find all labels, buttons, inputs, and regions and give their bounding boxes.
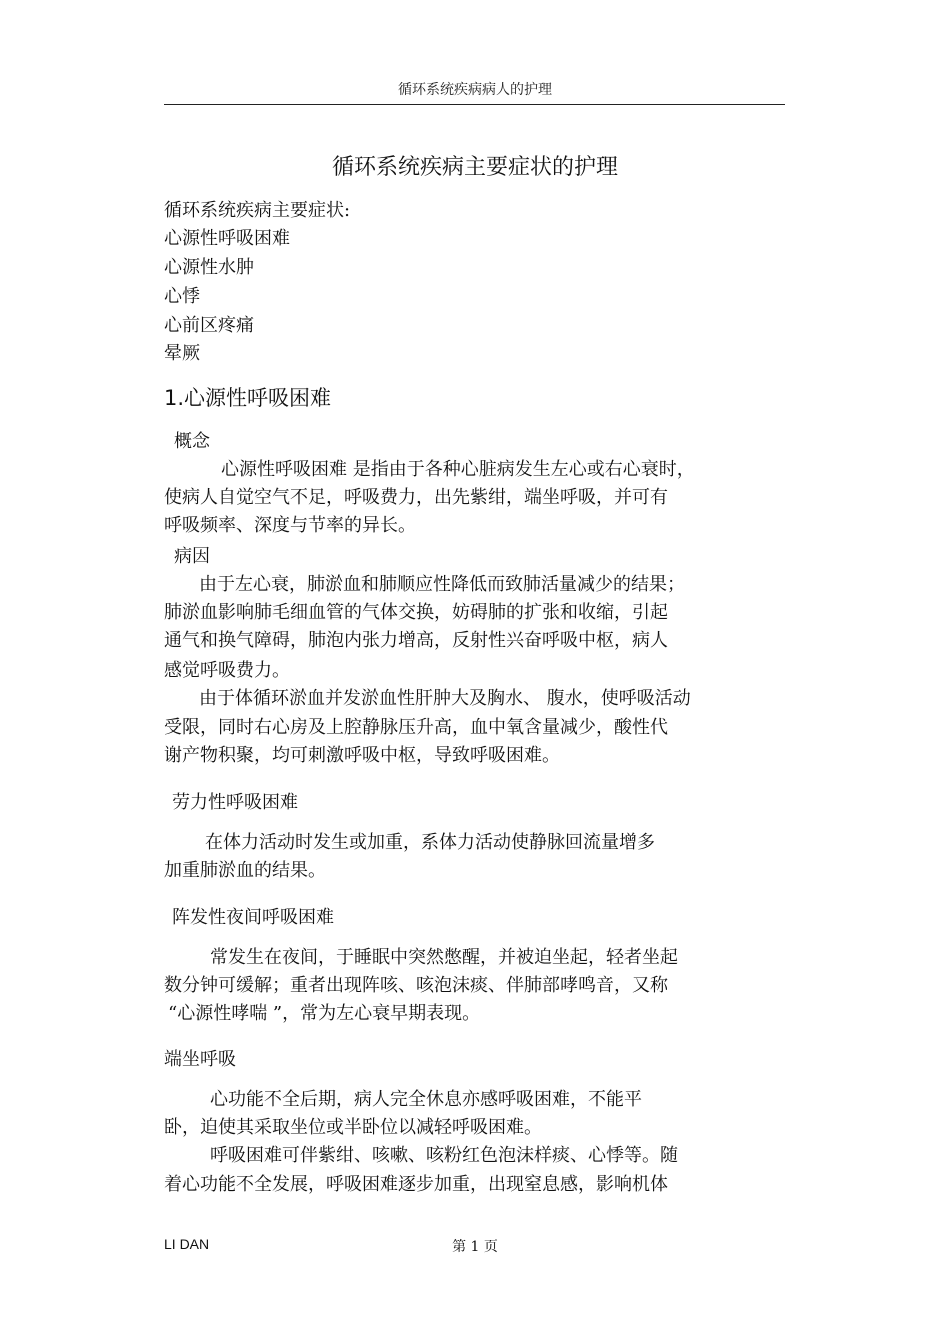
paroxysmal-line: 常发生在夜间，于睡眠中突然憋醒，并被迫坐起，轻者坐起 [210,947,678,968]
cause-line: 感觉呼吸费力。 [164,660,290,681]
exertional-line: 在体力活动时发生或加重，系体力活动使静脉回流量增多 [205,832,655,853]
document-title: 循环系统疾病主要症状的护理 [331,155,618,180]
orthopnea-line: 心功能不全后期，病人完全休息亦感呼吸困难，不能平 [210,1089,642,1110]
cause-line: 受限，同时右心房及上腔静脉压升高，血中氧含量减少，酸性代 [164,717,668,738]
intro-item: 心源性水肿 [164,257,254,278]
intro-heading: 循环系统疾病主要症状: [164,200,351,221]
exertional-line: 加重肺淤血的结果。 [164,860,326,881]
running-header: 循环系统疾病病人的护理 [398,82,552,98]
cause-line: 由于体循环淤血并发淤血性肝肿大及胸水、 腹水，使呼吸活动 [199,688,691,709]
intro-item: 晕厥 [164,343,200,364]
footer-author: LI DAN [164,1236,210,1252]
paroxysmal-label: 阵发性夜间呼吸困难 [172,907,334,928]
intro-item: 心悸 [164,286,200,307]
header-rule [164,104,785,105]
page-number: 第 1 页 [452,1239,498,1255]
cause-label: 病因 [174,546,210,567]
orthopnea-line: 呼吸困难可伴紫绀、咳嗽、咳粉红色泡沫样痰、心悸等。随 [210,1145,678,1166]
concept-line: 心源性呼吸困难 是指由于各种心脏病发生左心或右心衰时， [221,459,695,480]
orthopnea-label: 端坐呼吸 [164,1049,236,1070]
intro-item: 心源性呼吸困难 [164,228,290,249]
intro-item: 心前区疼痛 [164,315,254,336]
orthopnea-line: 卧，迫使其采取坐位或半卧位以减轻呼吸困难。 [164,1117,542,1138]
paroxysmal-line: “心源性哮喘 ”，常为左心衰早期表现。 [168,1003,481,1024]
concept-label: 概念 [174,431,210,452]
cause-line: 通气和换气障碍，肺泡内张力增高，反射性兴奋呼吸中枢，病人 [164,630,668,651]
concept-line: 使病人自觉空气不足，呼吸费力，出先紫绀，端坐呼吸，并可有 [164,487,668,508]
orthopnea-line: 着心功能不全发展，呼吸困难逐步加重，出现窒息感，影响机体 [164,1174,668,1195]
concept-line: 呼吸频率、深度与节率的异长。 [164,515,416,536]
cause-line: 谢产物积聚，均可刺激呼吸中枢，导致呼吸困难。 [164,745,560,766]
section-heading: 1.心源性呼吸困难 [164,386,332,410]
cause-line: 由于左心衰，肺淤血和肺顺应性降低而致肺活量减少的结果； [199,574,685,595]
cause-line: 肺淤血影响肺毛细血管的气体交换，妨碍肺的扩张和收缩，引起 [164,602,668,623]
paroxysmal-line: 数分钟可缓解；重者出现阵咳、咳泡沫痰、伴肺部哮鸣音，又称 [164,975,668,996]
exertional-label: 劳力性呼吸困难 [172,792,298,813]
